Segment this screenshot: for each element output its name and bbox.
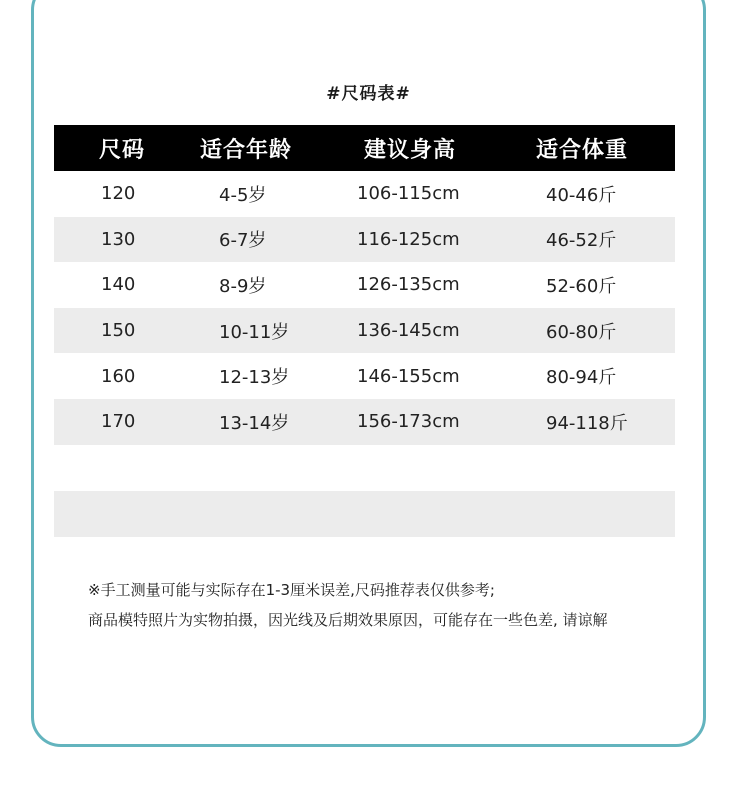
- cell-age: 6-7岁: [219, 230, 267, 252]
- cell-height: 126-135cm: [357, 274, 460, 296]
- cell-weight: 40-46斤: [546, 184, 617, 206]
- table-row: [54, 171, 675, 217]
- header-age: 适合年龄: [200, 137, 293, 163]
- cell-age: 10-11岁: [219, 321, 290, 343]
- cell-size: 130: [101, 228, 136, 250]
- cell-size: 160: [101, 365, 136, 387]
- cell-height: 136-145cm: [357, 320, 460, 342]
- note-line: ※手工测量可能与实际存在1-3厘米误差,尺码推荐表仅供参考;: [88, 581, 495, 599]
- cell-size: 140: [101, 274, 136, 296]
- cell-age: 8-9岁: [219, 275, 267, 297]
- cell-weight: 60-80斤: [546, 321, 617, 343]
- cell-size: 150: [101, 320, 136, 342]
- cell-weight: 80-94斤: [546, 367, 617, 389]
- header-size: 尺码: [99, 137, 146, 163]
- cell-height: 146-155cm: [357, 365, 460, 387]
- notes: [88, 575, 688, 635]
- cell-age: 4-5岁: [219, 184, 267, 206]
- cell-weight: 94-118斤: [546, 412, 628, 434]
- table-row: [54, 399, 675, 445]
- header-weight: 适合体重: [536, 137, 629, 163]
- cell-age: 13-14岁: [219, 412, 290, 434]
- table-row: [54, 262, 675, 308]
- table-row: [54, 217, 675, 263]
- cell-weight: 46-52斤: [546, 230, 617, 252]
- size-table: [54, 125, 675, 445]
- note-line: 商品模特照片为实物拍摄，因光线及后期效果原因，可能存在一些色差, 请谅解: [88, 611, 608, 629]
- cell-height: 106-115cm: [357, 183, 460, 205]
- page-title: #尺码表#: [326, 84, 411, 104]
- cell-weight: 52-60斤: [546, 275, 617, 297]
- cell-height: 116-125cm: [357, 228, 460, 250]
- cell-height: 156-173cm: [357, 411, 460, 433]
- cell-size: 170: [101, 411, 136, 433]
- table-header: [54, 125, 675, 171]
- empty-table-row: [54, 491, 675, 537]
- header-height: 建议身高: [364, 137, 457, 163]
- table-row: [54, 308, 675, 354]
- cell-age: 12-13岁: [219, 367, 290, 389]
- cell-size: 120: [101, 183, 136, 205]
- table-row: [54, 353, 675, 399]
